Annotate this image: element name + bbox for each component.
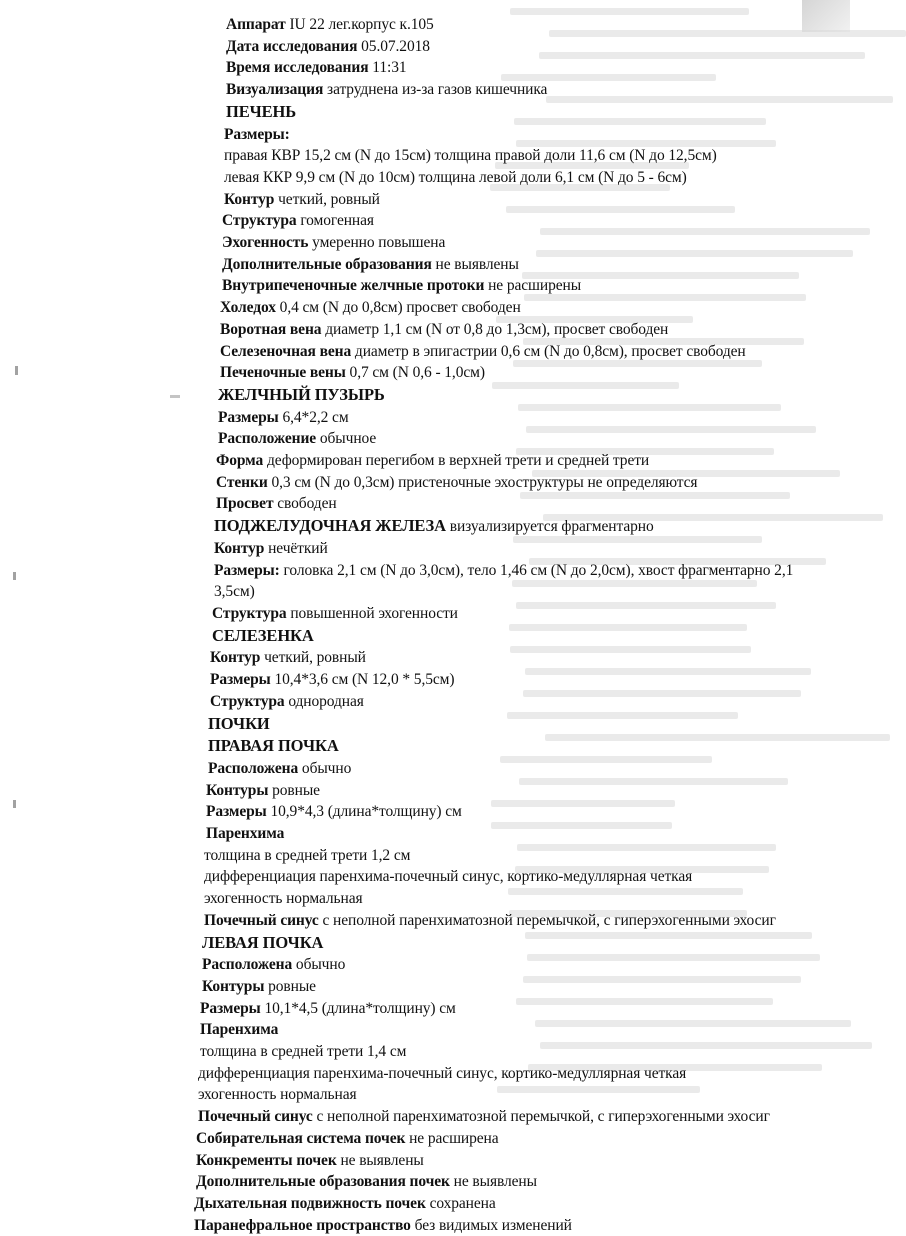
field-label: Форма [216,452,264,470]
field-value: 0,7 см (N 0,6 - 1,0см) [349,364,485,382]
field-label: Дополнительные образования [222,255,432,273]
field-value: обычно [301,759,352,777]
report-line [0,691,850,713]
field-value: правая КВР 15,2 см (N до 15см) толщина правой доли 11,6 см (N до 12,5см) [224,147,717,165]
report-line [0,362,850,384]
field-label: Структура [212,604,287,622]
report-line [0,189,850,211]
section-heading: ПЕЧЕНЬ [226,101,297,121]
report-line [0,319,850,341]
field-value: диаметр в эпигастрии 0,6 см (N до 0,8см), просвет свободен [354,342,746,360]
field-value: обычно [295,956,346,974]
field-value: свободен [277,495,337,513]
field-value: ровные [272,781,320,799]
field-label: Печеночные вены [220,364,346,382]
report-line [0,210,850,232]
field-value: диаметр 1,1 см (N от 0,8 до 1,3см), просвет свободен [325,320,669,338]
field-value: четкий, ровный [264,649,366,667]
field-value: головка 2,1 см (N до 3,0см), тело 1,46 см (N до 2,0см), хвост фрагментарно 2,1 [283,561,794,579]
report-line [0,735,850,758]
field-value: повышенной эхогенности [290,604,458,622]
field-label: Расположение [218,430,317,448]
field-value: не выявлены [435,255,519,273]
report-line [0,1150,850,1172]
section-heading: СЕЛЕЗЕНКА [212,625,314,645]
field-label: Время исследования [226,59,369,77]
section-heading: ЛЕВАЯ ПОЧКА [202,932,324,952]
field-value: четкий, ровный [278,190,380,208]
report-line [0,801,850,823]
report-line [0,341,850,363]
field-label: Структура [210,692,285,710]
section-heading: ПРАВАЯ ПОЧКА [208,736,339,756]
report-line [0,1106,850,1128]
report-line [0,603,850,625]
field-label: Контуры [206,781,269,799]
field-value: 3,5см) [214,583,255,601]
field-value: с неполной паренхиматозной перемычкой, с гиперэхогенными эхосиг [322,911,776,929]
field-label: Размеры: [214,561,280,579]
report-line [0,647,850,669]
field-label: Размеры: [224,125,290,143]
field-value: умеренно повышена [312,234,446,252]
report-line [0,538,850,560]
report-line [0,976,850,998]
report-line [0,232,850,254]
report-line [0,1063,850,1085]
field-label: Почечный синус [198,1108,313,1126]
report-line [0,910,850,932]
report-line [0,998,850,1020]
report-line [0,1041,850,1063]
field-value: 6,4*2,2 см [282,408,349,426]
report-line [0,1171,850,1193]
field-value: эхогенность нормальная [204,890,363,908]
report-line [0,888,850,910]
field-value: дифференциация паренхима-почечный синус, кортико-медуллярная четкая [204,868,693,886]
field-label: Расположена [202,956,293,974]
report-line [0,254,850,276]
field-value: визуализируется фрагментарно [449,518,654,536]
field-label: Холедох [220,299,276,317]
field-value: эхогенность нормальная [198,1086,357,1104]
field-value: не выявлены [340,1151,424,1169]
field-label: Селезеночная вена [220,342,352,360]
field-label: Стенки [216,473,268,491]
field-label: Эхогенность [222,234,309,252]
report-line [0,384,850,407]
field-label: Паренхима [200,1021,279,1039]
field-value: с неполной паренхиматозной перемычкой, с гиперэхогенными эхосиг [316,1108,770,1126]
section-heading: ПОДЖЕЛУДОЧНАЯ ЖЕЛЕЗА [214,516,446,536]
field-label: Воротная вена [220,320,322,338]
report-line [0,79,850,101]
field-label: Дополнительные образования почек [196,1173,450,1191]
field-value: дифференциация паренхима-почечный синус, кортико-медуллярная четкая [198,1064,687,1082]
field-label: Контур [224,190,275,208]
field-label: Структура [222,212,297,230]
field-value: толщина в средней трети 1,4 см [200,1043,407,1061]
field-label: Дыхательная подвижность почек [194,1194,426,1212]
report-line [0,932,850,955]
report-line [0,1084,850,1106]
report-line [0,450,850,472]
report-line [0,124,850,146]
field-label: Размеры [206,803,267,821]
field-label: Контуры [202,977,265,995]
report-line [0,297,850,319]
field-value: деформирован перегибом в верхней трети и средней трети [266,452,650,470]
report-line [0,713,850,736]
section-heading: ЖЕЛЧНЫЙ ПУЗЫРЬ [218,384,385,404]
field-label: Почечный синус [204,911,319,929]
field-value: левая ККР 9,9 см (N до 10см) толщина левой доли 6,1 см (N до 5 - 6см) [224,168,687,186]
field-value: 10,1*4,5 (длина*толщину) см [264,999,456,1017]
field-label: Размеры [200,999,261,1017]
field-value: 0,3 см (N до 0,3см) пристеночные эхоструктуры не определяются [271,473,698,491]
report-line [0,625,850,648]
field-value: нечёткий [268,539,328,557]
report-line [0,954,850,976]
field-value: толщина в средней трети 1,2 см [204,846,411,864]
report-line [0,560,850,582]
field-label: Контур [214,539,265,557]
report-line [0,669,850,691]
field-label: Конкременты почек [196,1151,337,1169]
field-value: 10,4*3,6 см (N 12,0 * 5,5см) [274,671,455,689]
field-value: не расширена [409,1129,499,1147]
field-label: Собирательная система почек [196,1129,406,1147]
field-value: 11:31 [372,59,407,77]
report-line [0,493,850,515]
field-value: затруднена из-за газов кишечника [327,81,548,99]
report-line [0,581,850,603]
report-line [0,1193,850,1215]
field-value: ровные [268,977,316,995]
report-line [0,145,850,167]
field-label: Расположена [208,759,299,777]
field-label: Аппарат [226,16,286,33]
report-line [0,1128,850,1150]
report-line [0,36,850,58]
report-line [0,167,850,189]
field-value: сохранена [429,1194,496,1212]
field-value: 10,9*4,3 (длина*толщину) см [270,803,462,821]
report-line [0,275,850,297]
field-value: гомогенная [300,212,374,230]
field-label: Паренхима [206,825,285,843]
report-line [0,57,850,79]
field-value: не расширены [488,277,582,295]
field-value: IU 22 лег.корпус к.105 [289,16,434,33]
report-line [0,845,850,867]
report-line [0,101,850,124]
report-line [0,472,850,494]
report-line [0,823,850,845]
field-label: Паранефральное пространство [194,1216,411,1234]
field-label: Внутрипеченочные желчные протоки [222,277,485,295]
report-line [0,407,850,429]
report-line [0,1215,850,1236]
report-line [0,780,850,802]
field-value: обычное [319,430,377,448]
field-label: Размеры [210,671,271,689]
report-line [0,515,850,538]
report-line [0,14,850,36]
field-label: Визуализация [226,81,324,99]
report-line [0,1019,850,1041]
field-value: без видимых изменений [414,1216,572,1234]
field-value: однородная [288,692,364,710]
field-label: Просвет [216,495,274,513]
ultrasound-report [0,14,850,1236]
field-value: 05.07.2018 [361,37,430,55]
report-line [0,866,850,888]
field-label: Контур [210,649,261,667]
section-heading: ПОЧКИ [208,713,270,733]
field-label: Размеры [218,408,279,426]
field-label: Дата исследования [226,37,358,55]
report-line [0,428,850,450]
field-value: не выявлены [453,1173,537,1191]
field-value: 0,4 см (N до 0,8см) просвет свободен [279,299,521,317]
report-line [0,758,850,780]
